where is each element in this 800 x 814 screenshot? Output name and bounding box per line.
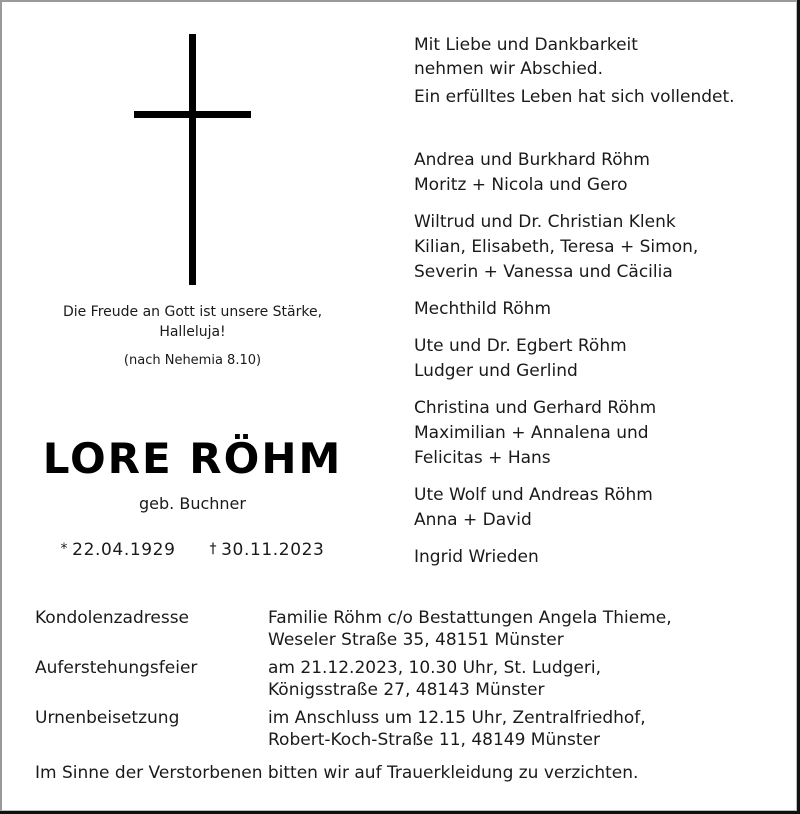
verse-line: Halleluja! — [159, 324, 226, 340]
info-row-condolence-address — [35, 607, 672, 651]
info-label: Kondolenzadresse — [35, 608, 190, 628]
info-value — [268, 657, 601, 701]
info-label: Urnenbeisetzung — [35, 708, 180, 728]
mourner-group — [414, 396, 794, 471]
mourner-line: Wiltrud und Dr. Christian Klenk — [414, 212, 676, 232]
mourner-group — [414, 210, 794, 285]
info-value — [268, 607, 672, 651]
mourners-list — [414, 148, 794, 582]
cross-horizontal-bar — [134, 111, 251, 118]
farewell-text — [414, 33, 794, 109]
info-row-resurrection-service — [35, 657, 672, 701]
mourner-group — [414, 483, 794, 533]
farewell-line: Mit Liebe und Dankbarkeit — [414, 35, 638, 55]
cross-vertical-bar — [189, 34, 196, 285]
info-row-urn-burial — [35, 707, 672, 751]
info-value-line: Weseler Straße 35, 48151 Münster — [268, 630, 564, 650]
mourner-line: Ute Wolf und Andreas Röhm — [414, 485, 653, 505]
info-value — [268, 707, 646, 751]
death-dagger-icon: † — [209, 541, 218, 557]
life-dates — [20, 538, 365, 563]
mourner-line: Maximilian + Annalena und — [414, 423, 649, 443]
mourner-line: Ingrid Wrieden — [414, 547, 539, 567]
closing-note: Im Sinne der Verstorbenen bitten wir auf Trauerkleidung zu verzichten. — [35, 763, 639, 783]
mourner-line: Christina und Gerhard Röhm — [414, 398, 657, 418]
farewell-line: Ein erfülltes Leben hat sich vollendet. — [414, 87, 735, 107]
mourner-group — [414, 297, 794, 322]
mourner-group — [414, 334, 794, 384]
info-value-line: Robert-Koch-Straße 11, 48149 Münster — [268, 730, 600, 750]
mourner-line: Severin + Vanessa und Cäcilia — [414, 262, 673, 282]
birth-date: 22.04.1929 — [72, 540, 176, 560]
death-date: 30.11.2023 — [221, 540, 325, 560]
mourner-line: Kilian, Elisabeth, Teresa + Simon, — [414, 237, 699, 257]
mourner-line: Ute und Dr. Egbert Röhm — [414, 336, 627, 356]
mourner-group — [414, 148, 794, 198]
verse-reference: (nach Nehemia 8.10) — [123, 353, 262, 368]
bible-verse — [20, 302, 365, 342]
farewell-line: nehmen wir Abschied. — [414, 59, 604, 79]
info-value-line: Familie Röhm c/o Bestattungen Angela Thieme, — [268, 608, 672, 628]
info-value-line: im Anschluss um 12.15 Uhr, Zentralfriedhof, — [268, 708, 646, 728]
mourner-line: Mechthild Röhm — [414, 299, 552, 319]
maiden-name: geb. Buchner — [139, 494, 246, 513]
mourner-line: Anna + David — [414, 510, 532, 530]
death-date-group — [210, 538, 325, 563]
birth-star-icon: * — [60, 541, 69, 557]
funeral-info-table — [35, 607, 672, 757]
verse-line: Die Freude an Gott ist unsere Stärke, — [62, 304, 323, 320]
mourner-line: Felicitas + Hans — [414, 448, 551, 468]
mourner-line: Ludger und Gerlind — [414, 361, 578, 381]
info-value-line: am 21.12.2023, 10.30 Uhr, St. Ludgeri, — [268, 658, 601, 678]
mourner-line: Andrea und Burkhard Röhm — [414, 150, 650, 170]
info-label: Auferstehungsfeier — [35, 658, 198, 678]
info-value-line: Königsstraße 27, 48143 Münster — [268, 680, 545, 700]
birth-date-group — [61, 538, 176, 563]
deceased-name: LORE RÖHM — [42, 434, 343, 483]
mourner-group — [414, 545, 794, 570]
mourner-line: Moritz + Nicola und Gero — [414, 175, 628, 195]
